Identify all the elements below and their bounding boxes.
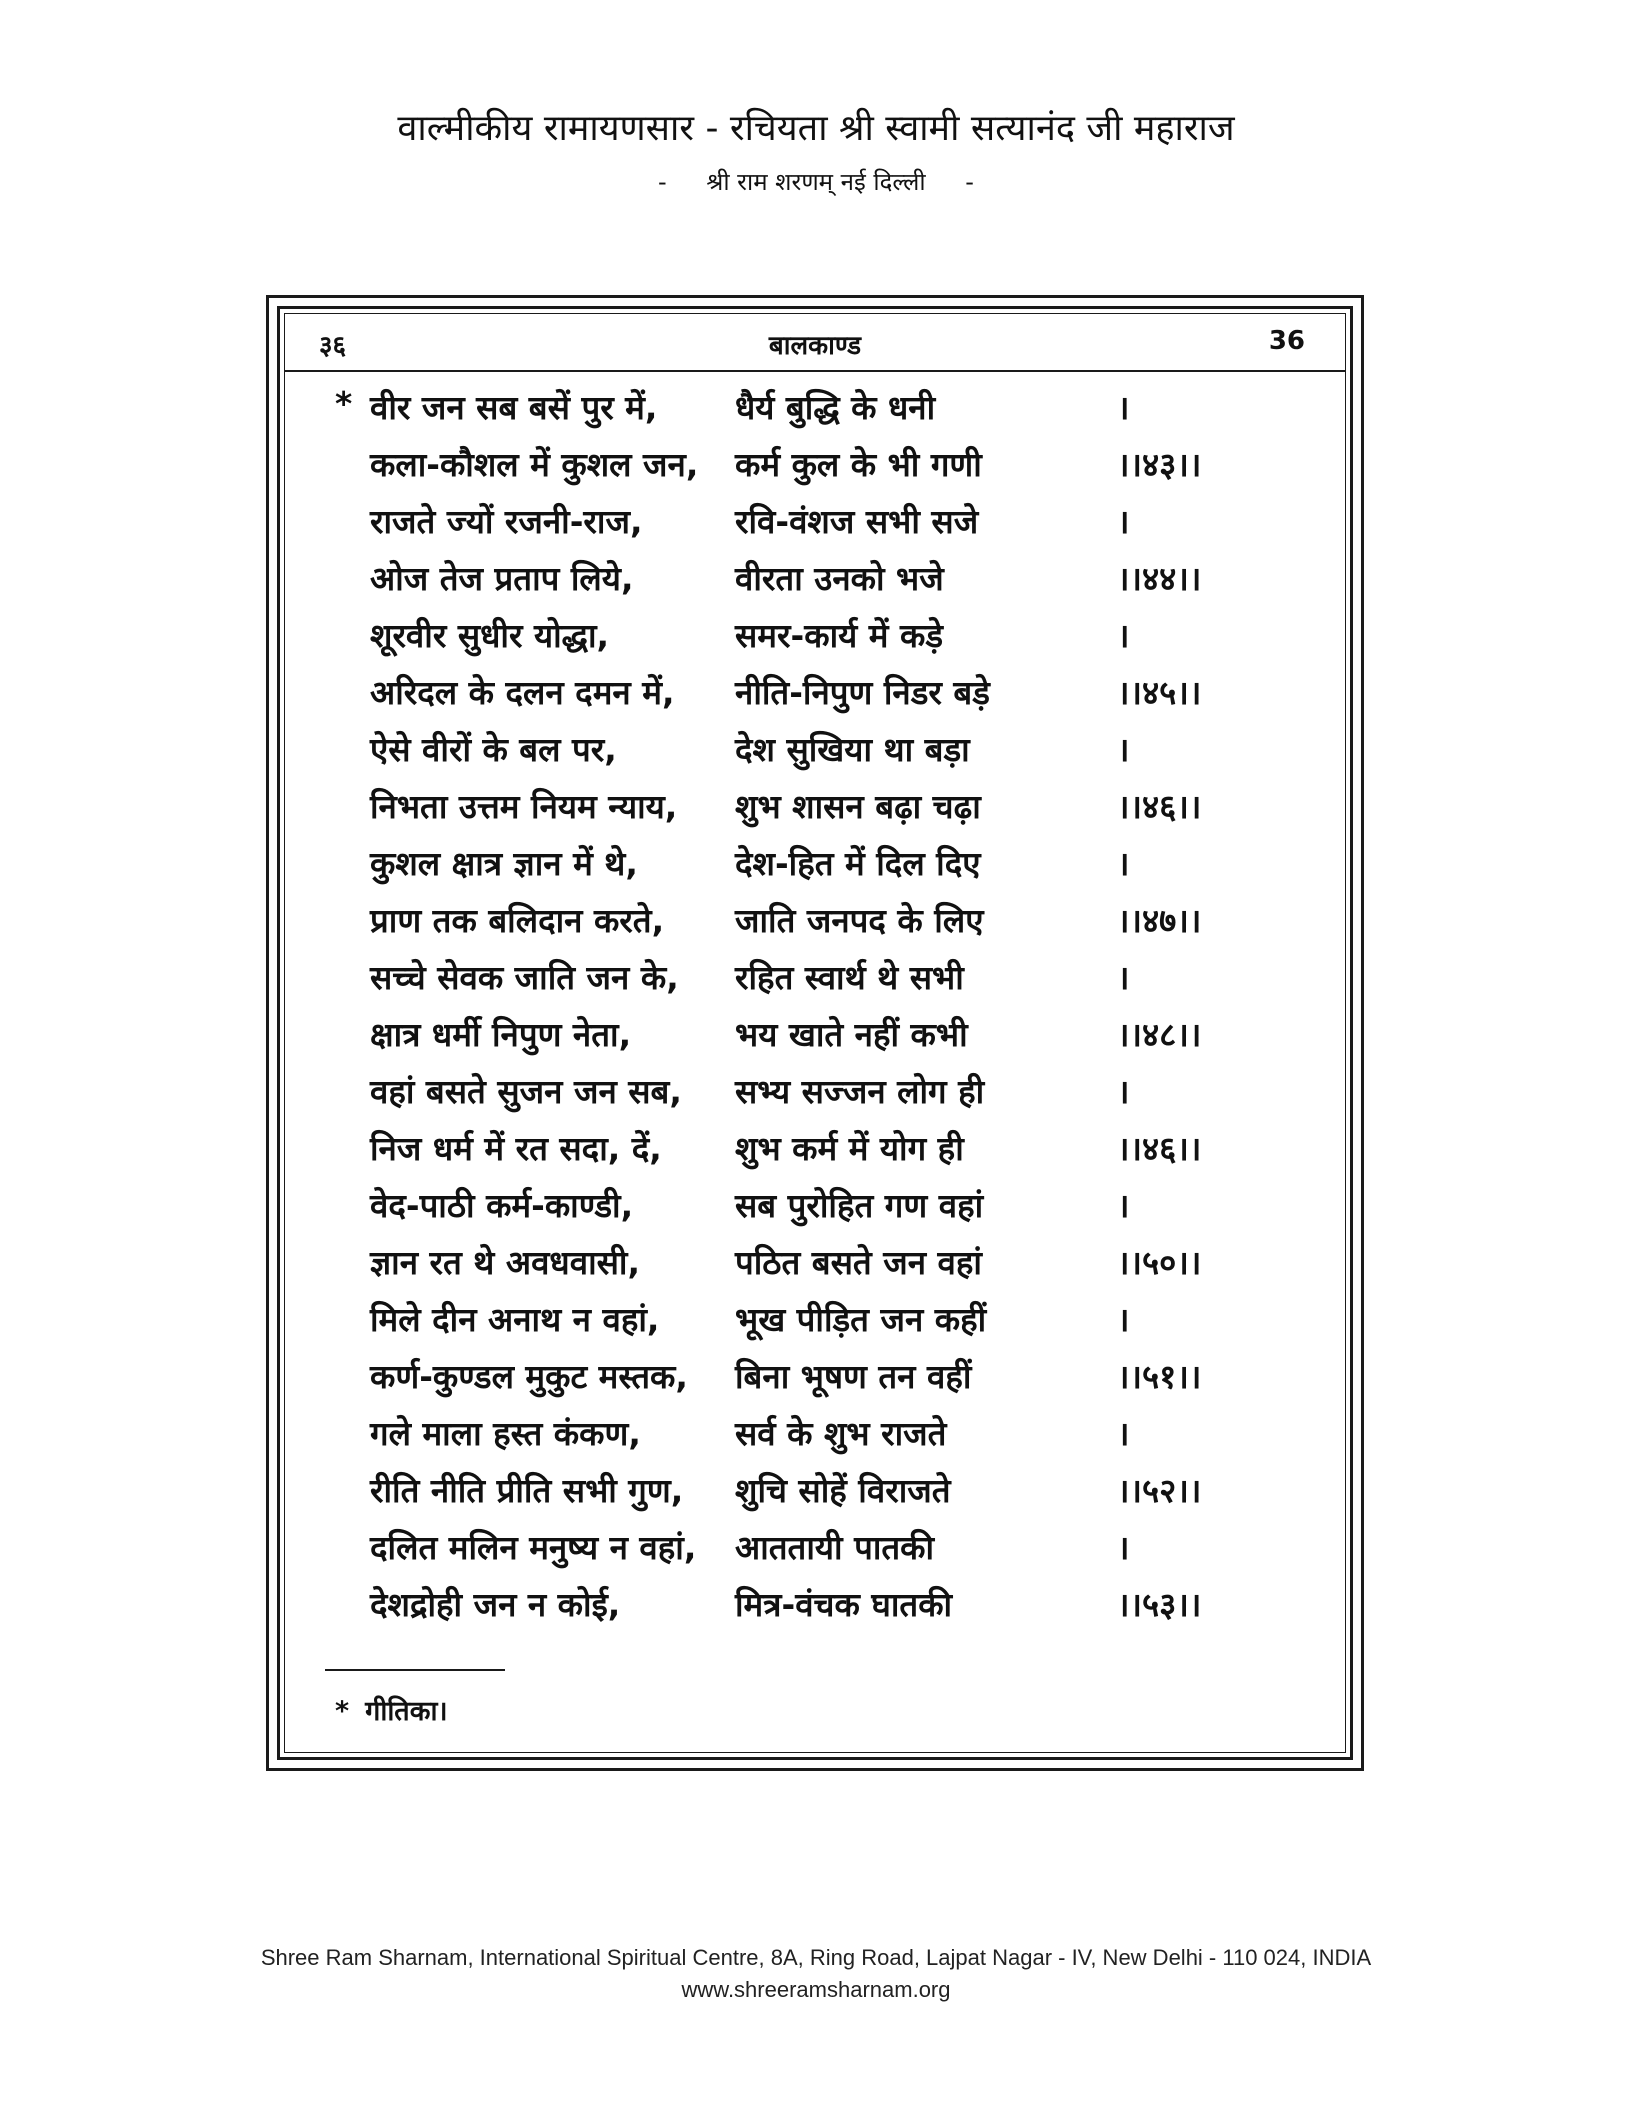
page-frame-inner <box>277 306 1353 1760</box>
verse-first-half: दलित मलिन मनुष्य न वहां, <box>370 1528 697 1567</box>
page-number: 36 <box>1268 326 1305 356</box>
verse-first-half: ज्ञान रत थे अवधवासी, <box>370 1243 641 1282</box>
verse-first-half: कला-कौशल में कुशल जन, <box>370 445 699 484</box>
verse-first-half: क्षात्र धर्मी निपुण नेता, <box>370 1015 632 1054</box>
verse-first-half: देशद्रोही जन न कोई, <box>370 1585 621 1624</box>
verse-line <box>285 669 1345 726</box>
verse-number: । <box>1117 1300 1130 1339</box>
asterisk-icon: * <box>335 1696 350 1727</box>
verse-first-half: वीर जन सब बसें पुर में, <box>370 388 658 427</box>
verse-number: ।।४७।। <box>1117 901 1202 940</box>
verse-line <box>285 783 1345 840</box>
footnote <box>335 1691 448 1728</box>
verse-line <box>285 897 1345 954</box>
footnote-text: गीतिका। <box>365 1696 448 1727</box>
verse-line <box>285 1524 1345 1581</box>
section-title: बालकाण्ड <box>768 331 862 361</box>
verse-line <box>285 954 1345 1011</box>
verse-number: । <box>1117 730 1130 769</box>
verse-first-half: गले माला हस्त कंकण, <box>370 1414 641 1453</box>
verse-second-half: कर्म कुल के भी गणी <box>735 445 982 484</box>
verse-list <box>285 384 1345 1638</box>
verse-first-half: ऐसे वीरों के बल पर, <box>370 730 617 769</box>
page-number-hindi: ३६ <box>319 331 347 361</box>
verse-number: ।।४३।। <box>1117 445 1202 484</box>
document-subtitle <box>0 165 1632 198</box>
verse-line <box>285 840 1345 897</box>
verse-line <box>285 1182 1345 1239</box>
verse-line <box>285 555 1345 612</box>
verse-line <box>285 612 1345 669</box>
verse-number: ।।५१।। <box>1117 1357 1202 1396</box>
verse-number: ।।५३।। <box>1117 1585 1202 1624</box>
page-frame <box>266 295 1364 1771</box>
verse-second-half: देश-हित में दिल दिए <box>735 844 981 883</box>
footnote-divider <box>325 1669 505 1671</box>
verse-number: । <box>1117 388 1130 427</box>
verse-second-half: देश सुखिया था बड़ा <box>735 730 970 769</box>
verse-second-half: वीरता उनको भजे <box>735 559 944 598</box>
verse-number: । <box>1117 1072 1130 1111</box>
footer-website-link[interactable]: www.shreeramsharnam.org <box>681 1977 951 2002</box>
verse-second-half: नीति-निपुण निडर बड़े <box>735 673 990 712</box>
verse-line <box>285 1239 1345 1296</box>
verse-second-half: बिना भूषण तन वहीं <box>735 1357 972 1396</box>
footer-address: Shree Ram Sharnam, International Spiritual Centre, 8A, Ring Road, Lajpat Nagar - IV, New Delhi - 110 024, INDIA <box>260 1945 1372 1970</box>
verse-line <box>285 498 1345 555</box>
verse-second-half: धैर्य बुद्धि के धनी <box>735 388 936 427</box>
verse-line <box>285 1467 1345 1524</box>
document-title: वाल्मीकीय रामायणसार - रचियता श्री स्वामी सत्यानंद जी महाराज <box>397 108 1235 149</box>
verse-first-half: निज धर्म में रत सदा, दें, <box>370 1129 662 1168</box>
verse-first-half: मिले दीन अनाथ न वहां, <box>370 1300 660 1339</box>
verse-number: ।।४६।। <box>1117 787 1202 826</box>
verse-line <box>285 1353 1345 1410</box>
verse-number: ।।४४।। <box>1117 559 1202 598</box>
verse-second-half: भूख पीड़ित जन कहीं <box>735 1300 987 1339</box>
verse-line <box>285 1410 1345 1467</box>
verse-line <box>285 1581 1345 1638</box>
verse-second-half: सर्व के शुभ राजते <box>735 1414 947 1453</box>
verse-second-half: रवि-वंशज सभी सजे <box>735 502 979 541</box>
verse-number: । <box>1117 958 1130 997</box>
verse-number: । <box>1117 1414 1130 1453</box>
verse-first-half: सच्चे सेवक जाति जन के, <box>370 958 679 997</box>
verse-first-half: कुशल क्षात्र ज्ञान में थे, <box>370 844 638 883</box>
verse-marker-icon: * <box>335 384 353 423</box>
verse-second-half: रहित स्वार्थ थे सभी <box>735 958 964 997</box>
verse-second-half: शुभ कर्म में योग ही <box>735 1129 964 1168</box>
subtitle-dash-right: - <box>965 168 974 196</box>
verse-second-half: पठित बसते जन वहां <box>735 1243 982 1282</box>
verse-line <box>285 1068 1345 1125</box>
verse-number: ।।५२।। <box>1117 1471 1202 1510</box>
verse-number: । <box>1117 616 1130 655</box>
verse-first-half: अरिदल के दलन दमन में, <box>370 673 675 712</box>
verse-number: ।।४६।। <box>1117 1129 1202 1168</box>
verse-second-half: सभ्य सज्जन लोग ही <box>735 1072 985 1111</box>
verse-number: ।।५०।। <box>1117 1243 1202 1282</box>
page-content <box>284 313 1346 1753</box>
verse-number: । <box>1117 502 1130 541</box>
verse-second-half: जाति जनपद के लिए <box>735 901 984 940</box>
verse-first-half: वेद-पाठी कर्म-काण्डी, <box>370 1186 634 1225</box>
verse-first-half: ओज तेज प्रताप लिये, <box>370 559 634 598</box>
verse-second-half: शुभ शासन बढ़ा चढ़ा <box>735 787 981 826</box>
verse-line <box>285 441 1345 498</box>
verse-line <box>285 1011 1345 1068</box>
verse-first-half: वहां बसते सुजन जन सब, <box>370 1072 682 1111</box>
verse-first-half: शूरवीर सुधीर योद्धा, <box>370 616 610 655</box>
verse-line <box>285 1296 1345 1353</box>
verse-line <box>285 384 1345 441</box>
verse-first-half: रीति नीति प्रीति सभी गुण, <box>370 1471 684 1510</box>
verse-line <box>285 726 1345 783</box>
verse-second-half: भय खाते नहीं कभी <box>735 1015 968 1054</box>
verse-first-half: प्राण तक बलिदान करते, <box>370 901 665 940</box>
verse-second-half: मित्र-वंचक घातकी <box>735 1585 953 1624</box>
verse-first-half: कर्ण-कुण्डल मुकुट मस्तक, <box>370 1357 688 1396</box>
verse-number: ।।४५।। <box>1117 673 1202 712</box>
verse-second-half: सब पुरोहित गण वहां <box>735 1186 984 1225</box>
verse-first-half: निभता उत्तम नियम न्याय, <box>370 787 678 826</box>
subtitle-dash-left: - <box>658 168 667 196</box>
verse-second-half: शुचि सोहें विराजते <box>735 1471 951 1510</box>
verse-number: । <box>1117 1186 1130 1225</box>
verse-line <box>285 1125 1345 1182</box>
page-band <box>285 314 1345 372</box>
verse-second-half: समर-कार्य में कड़े <box>735 616 943 655</box>
subtitle-text: श्री राम शरणम् नई दिल्ली <box>706 168 926 196</box>
verse-second-half: आततायी पातकी <box>735 1528 935 1567</box>
verse-first-half: राजते ज्यों रजनी-राज, <box>370 502 643 541</box>
verse-number: । <box>1117 1528 1130 1567</box>
verse-number: ।।४८।। <box>1117 1015 1202 1054</box>
verse-number: । <box>1117 844 1130 883</box>
